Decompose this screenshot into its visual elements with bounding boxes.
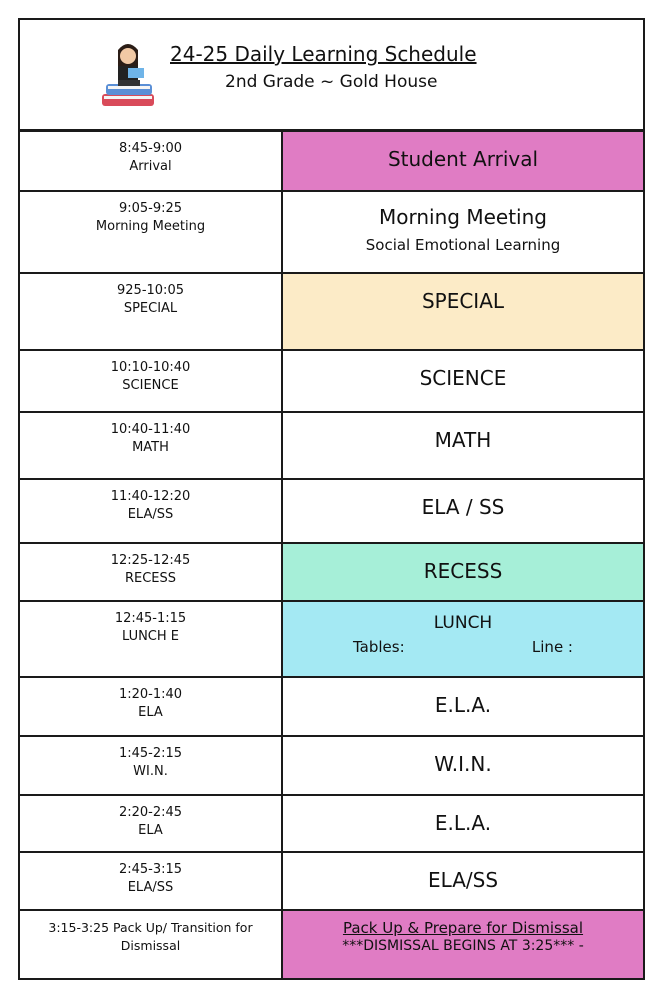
activity-title: ELA/SS bbox=[427, 868, 499, 892]
time-range: 2:20-2:45 bbox=[118, 805, 183, 820]
activity-cell bbox=[283, 796, 643, 851]
page-title: 24-25 Daily Learning Schedule bbox=[170, 42, 477, 66]
activity-cell bbox=[283, 351, 643, 411]
time-label: Morning Meeting bbox=[95, 219, 206, 234]
time-cell bbox=[20, 480, 283, 542]
schedule-row bbox=[20, 480, 643, 544]
time-range: 2:45-3:15 bbox=[118, 862, 183, 877]
activity-subtitle: ***DISMISSAL BEGINS AT 3:25*** - bbox=[342, 938, 584, 954]
activity-title: E.L.A. bbox=[434, 693, 492, 717]
schedule-row bbox=[20, 192, 643, 274]
schedule-row bbox=[20, 911, 643, 978]
schedule-row bbox=[20, 351, 643, 413]
activity-cell bbox=[283, 544, 643, 600]
schedule-row bbox=[20, 602, 643, 678]
activity-cell bbox=[283, 911, 643, 978]
reading-avatar-icon bbox=[98, 40, 160, 112]
schedule-row bbox=[20, 853, 643, 911]
time-label: MATH bbox=[132, 440, 169, 455]
lunch-line-label: Line : bbox=[531, 638, 573, 656]
activity-cell bbox=[283, 274, 643, 349]
schedule-row bbox=[20, 678, 643, 737]
activity-title: LUNCH bbox=[433, 613, 493, 633]
schedule-sheet bbox=[18, 18, 645, 980]
activity-cell bbox=[283, 678, 643, 735]
activity-title: RECESS bbox=[423, 559, 503, 583]
activity-cell bbox=[283, 853, 643, 909]
activity-cell bbox=[283, 737, 643, 794]
time-range: 11:40-12:20 bbox=[110, 489, 191, 504]
time-range: 10:10-10:40 bbox=[110, 360, 191, 375]
schedule-row bbox=[20, 796, 643, 853]
activity-title: Pack Up & Prepare for Dismissal bbox=[342, 919, 584, 937]
activity-cell bbox=[283, 602, 643, 676]
activity-title: MATH bbox=[434, 428, 492, 452]
time-cell bbox=[20, 678, 283, 735]
activity-cell bbox=[283, 132, 643, 190]
time-label: ELA/SS bbox=[127, 507, 174, 522]
time-range: 3:15-3:25 Pack Up/ Transition for bbox=[48, 920, 253, 935]
time-label: Dismissal bbox=[120, 938, 181, 953]
time-cell bbox=[20, 796, 283, 851]
time-cell bbox=[20, 351, 283, 411]
activity-title: SPECIAL bbox=[421, 289, 505, 313]
lunch-assignments bbox=[353, 638, 573, 656]
time-label: SPECIAL bbox=[123, 301, 178, 316]
time-cell bbox=[20, 413, 283, 478]
activity-title: Student Arrival bbox=[387, 147, 539, 171]
time-cell bbox=[20, 192, 283, 272]
time-range: 12:25-12:45 bbox=[110, 553, 191, 568]
activity-subtitle: Social Emotional Learning bbox=[365, 236, 561, 254]
time-label: ELA bbox=[138, 823, 163, 838]
schedule-row bbox=[20, 132, 643, 192]
activity-title: E.L.A. bbox=[434, 811, 492, 835]
activity-title: ELA / SS bbox=[421, 495, 505, 519]
activity-cell bbox=[283, 480, 643, 542]
time-label: Arrival bbox=[129, 159, 172, 174]
time-cell bbox=[20, 132, 283, 190]
activity-cell bbox=[283, 413, 643, 478]
time-range: 12:45-1:15 bbox=[114, 611, 187, 626]
activity-title: W.I.N. bbox=[434, 752, 492, 776]
page-subtitle: 2nd Grade ~ Gold House bbox=[225, 72, 438, 92]
time-label: ELA bbox=[138, 705, 163, 720]
schedule-row bbox=[20, 413, 643, 480]
schedule-row bbox=[20, 737, 643, 796]
time-range: 9:05-9:25 bbox=[118, 201, 183, 216]
schedule-row bbox=[20, 544, 643, 602]
time-cell bbox=[20, 853, 283, 909]
time-range: 925-10:05 bbox=[117, 283, 184, 298]
time-label: LUNCH E bbox=[121, 629, 180, 644]
time-label: RECESS bbox=[124, 571, 177, 586]
time-cell bbox=[20, 274, 283, 349]
time-range: 10:40-11:40 bbox=[110, 422, 191, 437]
time-label: ELA/SS bbox=[127, 880, 174, 895]
lunch-tables-label: Tables: bbox=[353, 638, 405, 656]
activity-cell bbox=[283, 192, 643, 272]
time-cell bbox=[20, 737, 283, 794]
time-range: 1:45-2:15 bbox=[118, 746, 183, 761]
activity-title: Morning Meeting bbox=[379, 205, 547, 229]
activity-title: SCIENCE bbox=[419, 366, 507, 390]
time-cell bbox=[20, 911, 283, 978]
time-label: WI.N. bbox=[133, 764, 168, 779]
time-label: SCIENCE bbox=[122, 378, 179, 393]
time-cell bbox=[20, 544, 283, 600]
time-range: 8:45-9:00 bbox=[118, 141, 183, 156]
time-range: 1:20-1:40 bbox=[118, 687, 183, 702]
schedule-row bbox=[20, 274, 643, 351]
schedule-header bbox=[20, 20, 643, 132]
time-cell bbox=[20, 602, 283, 676]
